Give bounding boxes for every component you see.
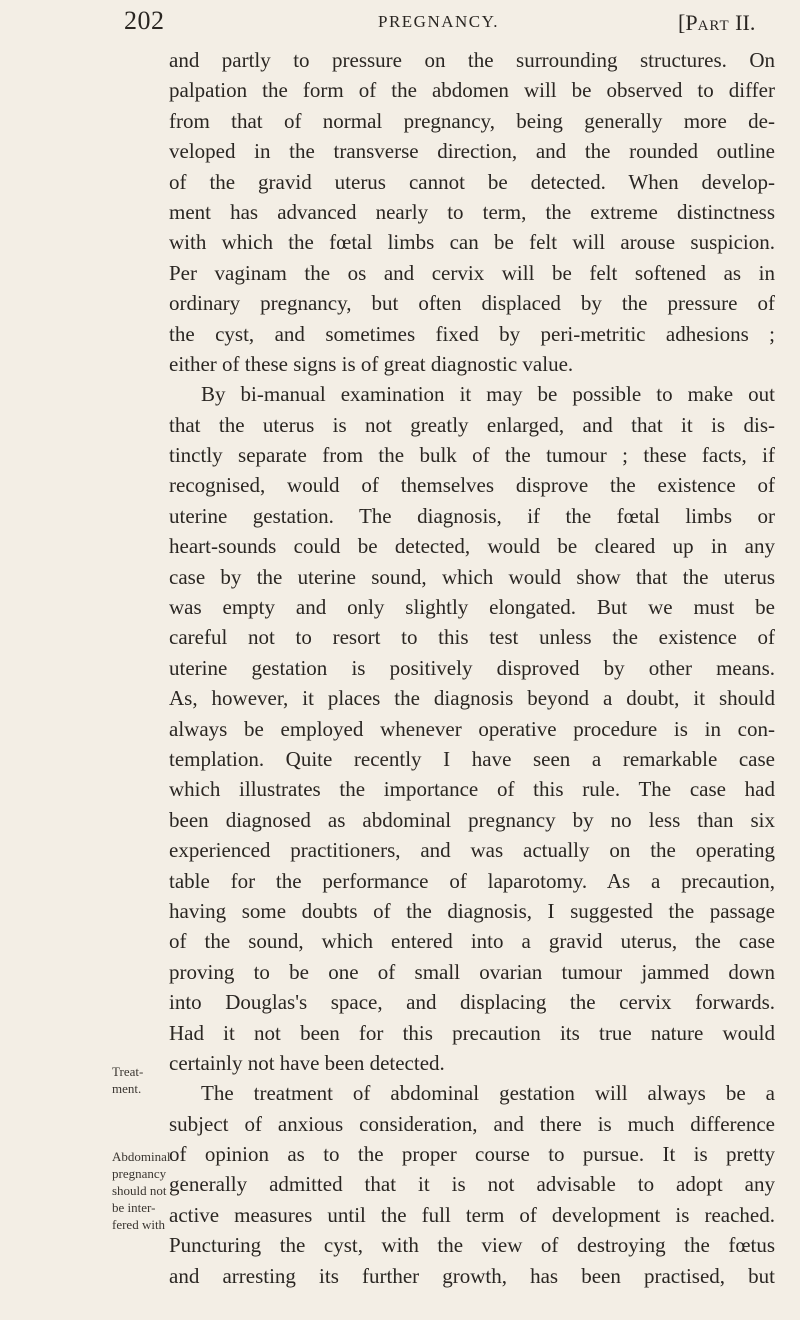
text-line: that the uterus is not greatly enlarged, and that it is dis- xyxy=(169,412,775,437)
text-line: recognised, would of themselves disprove the existence of xyxy=(169,473,775,498)
text-line: generally admitted that it is not advisable to adopt any xyxy=(169,1172,775,1197)
page-number: 202 xyxy=(124,6,165,35)
margin-note-treatment xyxy=(112,1063,143,1097)
running-title: PREGNANCY. xyxy=(378,12,499,31)
part-label-number: II. xyxy=(729,10,756,35)
text-line: which illustrates the importance of this rule. The case had xyxy=(169,777,775,802)
text-line: ordinary pregnancy, but often displaced by the pressure of xyxy=(169,291,775,316)
text-line: case by the uterine sound, which would show that the uterus xyxy=(169,564,775,589)
text-line: heart-sounds could be detected, would be cleared up in any xyxy=(169,534,775,559)
text-line: the cyst, and sometimes fixed by peri-metritic adhesions ; xyxy=(169,321,775,346)
text-line: By bi-manual examination it may be possible to make out xyxy=(201,382,775,407)
text-line: and arresting its further growth, has been practised, but xyxy=(169,1263,775,1288)
text-line: uterine gestation is positively disproved by other means. xyxy=(169,655,775,680)
text-line: table for the performance of laparotomy. As a precaution, xyxy=(169,868,775,893)
margin-note-line: pregnancy xyxy=(112,1166,167,1181)
text-line: having some doubts of the diagnosis, I suggested the passage xyxy=(169,898,775,923)
text-line: experienced practitioners, and was actually on the operating xyxy=(169,838,775,863)
text-line: of opinion as to the proper course to pursue. It is pretty xyxy=(169,1142,775,1167)
text-line: subject of anxious consideration, and there is much difference xyxy=(169,1111,775,1136)
text-line: Puncturing the cyst, with the view of destroying the fœtus xyxy=(169,1233,775,1258)
text-line: uterine gestation. The diagnosis, if the fœtal limbs or xyxy=(169,503,775,528)
text-line: veloped in the transverse direction, and the rounded outline xyxy=(169,139,775,164)
text-line: templation. Quite recently I have seen a remarkable case xyxy=(169,746,775,771)
margin-note-line: ment. xyxy=(112,1081,142,1096)
body-text xyxy=(169,45,775,1291)
margin-note-abdominal-pregnancy xyxy=(112,1148,171,1233)
text-line: palpation the form of the abdomen will be observed to differ xyxy=(169,78,775,103)
margin-note-line: Treat- xyxy=(112,1064,144,1079)
text-line: careful not to resort to this test unless the existence of xyxy=(169,625,775,650)
text-line: certainly not have been detected. xyxy=(169,1050,445,1075)
text-line: tinctly separate from the bulk of the tumour ; these facts, if xyxy=(169,443,775,468)
part-label-open: [P xyxy=(678,10,698,35)
text-line: into Douglas's space, and displacing the cervix forwards. xyxy=(169,990,775,1015)
text-line: from that of normal pregnancy, being generally more de- xyxy=(169,108,775,133)
text-line: active measures until the full term of development is reached. xyxy=(169,1202,775,1227)
text-line: Had it not been for this precaution its true nature would xyxy=(169,1020,775,1045)
text-line: always be employed whenever operative procedure is in con- xyxy=(169,716,775,741)
text-line: of the sound, which entered into a gravid uterus, the case xyxy=(169,929,775,954)
text-line: was empty and only slightly elongated. But we must be xyxy=(169,595,775,620)
text-line: Per vaginam the os and cervix will be felt softened as in xyxy=(169,260,775,285)
text-line: ment has advanced nearly to term, the extreme distinctness xyxy=(169,199,775,224)
margin-note-line: be inter- xyxy=(112,1200,156,1215)
text-line: proving to be one of small ovarian tumour jammed down xyxy=(169,959,775,984)
text-line: and partly to pressure on the surrounding structures. On xyxy=(169,48,775,72)
margin-note-line: should not xyxy=(112,1183,167,1198)
text-line: either of these signs is of great diagnostic value. xyxy=(169,351,574,376)
text-line: with which the fœtal limbs can be felt will arouse suspicion. xyxy=(169,230,775,255)
text-line: been diagnosed as abdominal pregnancy by no less than six xyxy=(169,807,775,832)
text-line: The treatment of abdominal gestation will always be a xyxy=(201,1081,775,1106)
part-label xyxy=(678,10,755,36)
text-line: As, however, it places the diagnosis beyond a doubt, it should xyxy=(169,686,775,711)
part-label-smallcaps: ART xyxy=(697,18,730,34)
margin-note-line: Abdominal xyxy=(112,1149,171,1164)
margin-note-line: fered with xyxy=(112,1217,166,1232)
text-line: of the gravid uterus cannot be detected. When develop- xyxy=(169,169,775,194)
running-head xyxy=(0,6,800,36)
